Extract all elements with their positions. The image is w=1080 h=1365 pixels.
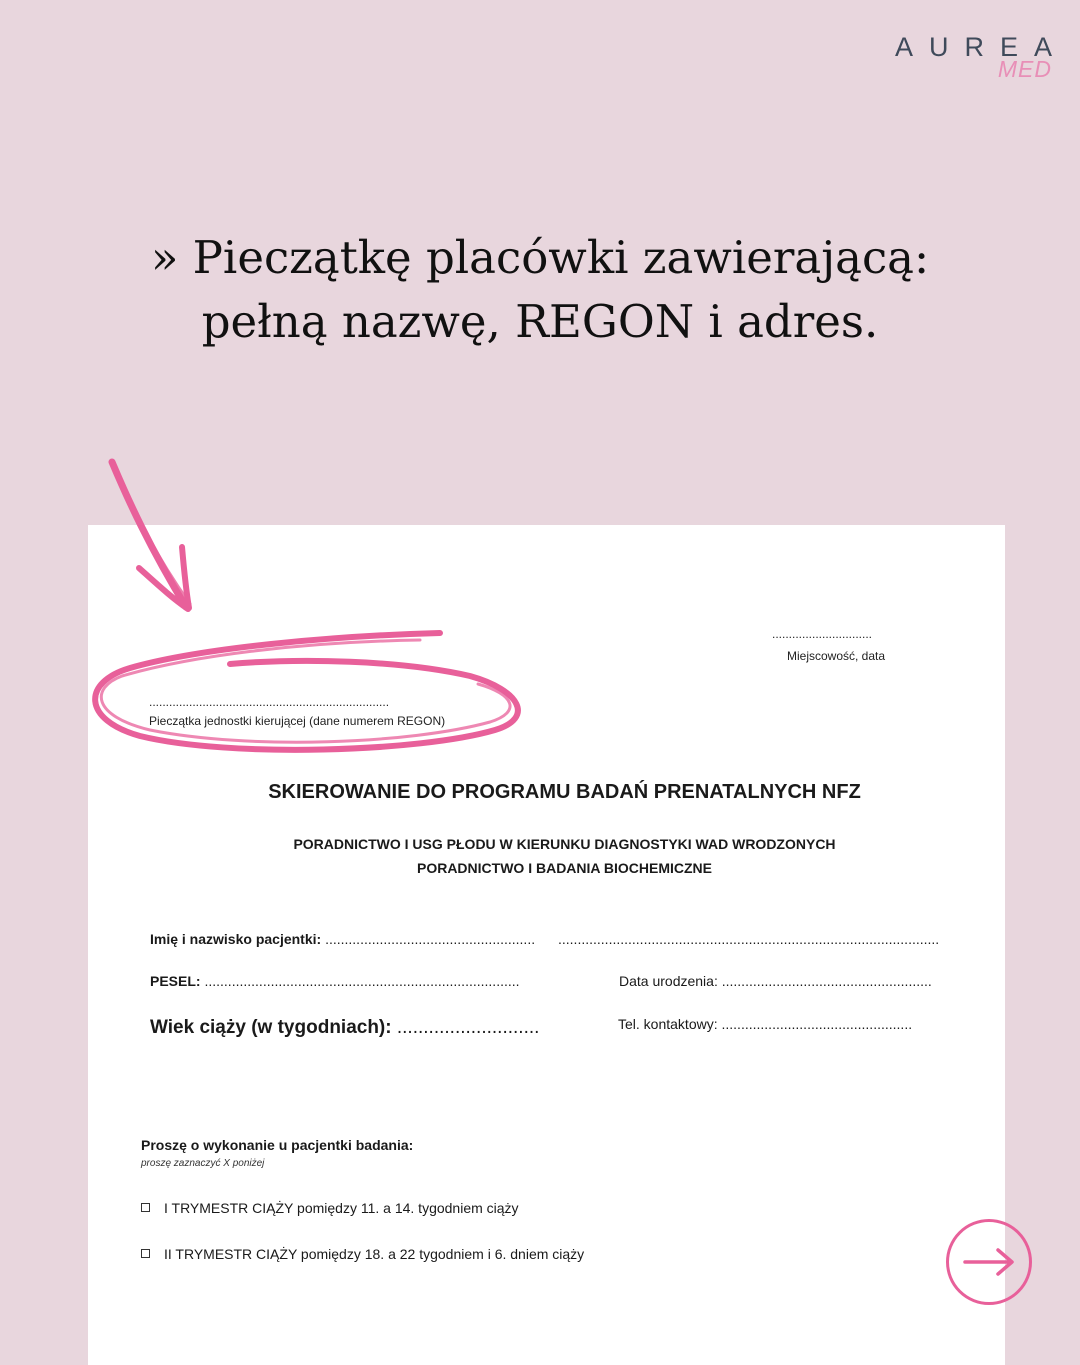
arrow-right-icon [962,1247,1016,1277]
headline-line-1: » Pieczątkę placówki zawierającą: [150,231,930,284]
hand-drawn-arrow-icon [112,462,190,609]
pregnancy-age-dots: ........................... [396,1017,540,1038]
birth-date-dots: ...................................................... [721,973,932,989]
phone-label: Tel. kontaktowy: [618,1016,718,1032]
brand-sub: MED [997,56,1052,82]
hand-drawn-circle-icon [95,633,518,750]
phone-dots: ................................................. [721,1016,913,1032]
document-subtitle-2: PORADNICTWO I BADANIA BIOCHEMICZNE [416,860,713,876]
document-subtitle-1: PORADNICTWO I USG PŁODU W KIERUNKU DIAGNOSTYKI WAD WRODZONYCH [293,836,836,852]
place-date-dots: .............................. [772,627,873,641]
pesel-dots: ................................................................................. [204,973,520,989]
pesel-label: PESEL: [150,973,201,989]
option-label: I TRYMESTR CIĄŻY pomiędzy 11. a 14. tygodniem ciąży [164,1200,519,1216]
request-heading: Proszę o wykonanie u pacjentki badania: [141,1137,414,1153]
headline-line-2: pełną nazwę, REGON i adres. [201,295,879,348]
stamp-label: Pieczątka jednostki kierującej (dane numerem REGON) [149,714,446,728]
birth-date-label: Data urodzenia: [619,973,718,989]
request-note: proszę zaznaczyć X poniżej [141,1158,265,1169]
next-slide-button[interactable] [946,1219,1032,1305]
pregnancy-age-label: Wiek ciąży (w tygodniach): [150,1017,392,1038]
place-date-label: Miejscowość, data [787,649,886,663]
patient-name-label: Imię i nazwisko pacjentki: [150,931,322,947]
brand-name: AUREA [894,32,1068,62]
stamp-dots: ........................................................................ [149,695,390,709]
patient-name-dots-2: .................................................................................................. [558,931,940,947]
option-label: II TRYMESTR CIĄŻY pomiędzy 18. a 22 tygodniem i 6. dniem ciąży [164,1246,585,1262]
patient-name-dots-1: ...................................................... [325,931,536,947]
document-title: SKIEROWANIE DO PROGRAMU BADAŃ PRENATALNYCH NFZ [268,781,861,803]
